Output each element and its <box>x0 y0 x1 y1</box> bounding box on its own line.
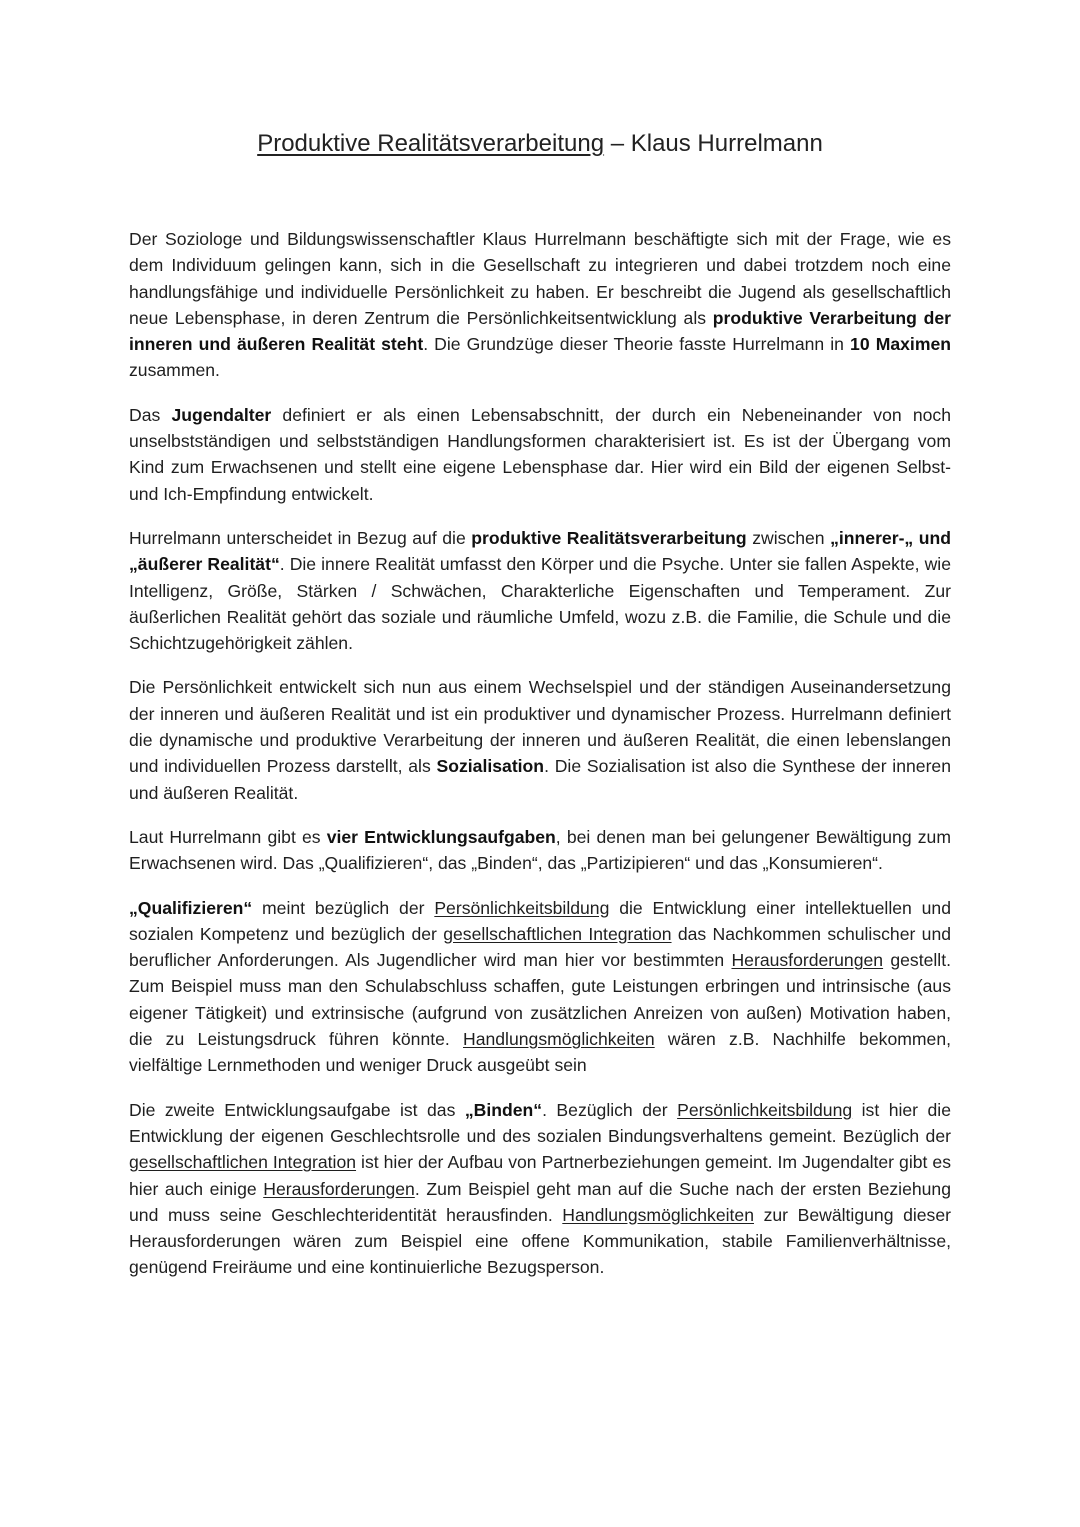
bold-term: vier Entwicklungsaufgaben <box>326 826 556 847</box>
bold-term: „Binden“ <box>464 1099 543 1120</box>
underlined-term: Handlungsmöglichkeiten <box>463 1029 655 1050</box>
bold-term: produktive Verarbeitung der inneren und äußeren Realität steht <box>129 307 952 355</box>
text-run: . Die innere Realität umfasst den Körper und die Psyche. Unter sie fallen Aspekte, wie Intelligenz, Größe, Stärken / Schwächen, Charakterliche Eigenschaften und Temperament. Zur äußerlichen Realität gehört das soziale und räumliche Umfeld, wozu z.B. die Familie, die Schule und die Schichtzugehörigkeit zählen. <box>129 554 951 654</box>
text-run: , bei denen man bei gelungener Bewältigung zum Erwachsenen wird. Das „Qualifizieren“, das „Binden“, das „Partizipieren“ und das „Konsumieren“. <box>129 826 951 874</box>
text-run: die Entwicklung einer intellektuellen und sozialen Kompetenz und bezüglich der <box>129 897 951 944</box>
text-run: wären z.B. Nachhilfe bekommen, vielfältige Lernmethoden und weniger Druck ausgeübt sein <box>129 1029 951 1076</box>
underlined-term: Persönlichkeitsbildung <box>677 1099 853 1120</box>
paragraph-3 <box>129 525 951 656</box>
underlined-term: Handlungsmöglichkeiten <box>562 1204 754 1225</box>
paragraph-1 <box>129 226 951 384</box>
text-run: Der Soziologe und Bildungswissenschaftler Klaus Hurrelmann beschäftigte sich mit der Frage, wie es dem Individuum gelingen kann, sich in die Gesellschaft zu integrieren und dabei trotzdem noch eine handlungsfähige und individuelle Persönlichkeit zu haben. Er beschreibt die Jugend als gesellschaftlich neue Lebensphase, in deren Zentrum die Persönlichkeitsentwicklung als <box>129 229 951 328</box>
underlined-term: Herausforderungen <box>731 950 884 971</box>
text-run: zusammen. <box>129 360 220 381</box>
text-run: zwischen <box>746 527 831 548</box>
text-run: . Bezüglich der <box>542 1099 678 1120</box>
text-run: das Nachkommen schulischer und beruflicher Anforderungen. Als Jugendlicher wird man hier vor bestimmten <box>129 923 952 971</box>
underlined-term: Persönlichkeitsbildung <box>434 897 610 918</box>
text-run: Das <box>129 404 172 425</box>
text-run: Die Persönlichkeit entwickelt sich nun aus einem Wechselspiel und der ständigen Auseinandersetzung der inneren und äußeren Realität und ist ein produktiver und dynamischer Prozess. Hurrelmann definiert die dynamische und produktive Verarbeitung der inneren und äußeren Realität, die einen lebenslangen und individuellen Prozess darstellt, als <box>129 677 951 777</box>
text-run: ist hier der Aufbau von Partnerbeziehungen gemeint. Im Jugendalter gibt es hier auch einige <box>129 1152 952 1199</box>
paragraph-2 <box>129 402 951 507</box>
underlined-term: Herausforderungen <box>263 1178 415 1199</box>
text-run: meint bezüglich der <box>252 897 435 918</box>
paragraph-7 <box>129 1097 951 1281</box>
paragraph-5 <box>129 824 951 877</box>
title-author: – Klaus Hurrelmann <box>604 130 823 157</box>
underlined-term: gesellschaftlichen Integration <box>129 1152 357 1173</box>
bold-term: 10 Maximen <box>850 334 951 355</box>
text-run: . Zum Beispiel geht man auf die Suche nach der ersten Beziehung und muss seine Geschlechteridentität herausfinden. <box>129 1178 951 1225</box>
text-run: zur Bewältigung dieser Herausforderungen wären zum Beispiel eine offene Kommunikation, stabile Familienverhältnisse, genügend Freiräume und eine kontinuierliche Bezugsperson. <box>129 1204 951 1278</box>
text-run: Die zweite Entwicklungsaufgabe ist das <box>129 1099 465 1120</box>
bold-term: Sozialisation <box>436 756 545 777</box>
bold-term: produktive Realitätsverarbeitung <box>471 527 747 548</box>
text-run: . Die Sozialisation ist also die Synthese der inneren und äußeren Realität. <box>129 756 951 803</box>
document-body <box>129 226 951 1299</box>
text-run: definiert er als einen Lebensabschnitt, der durch ein Nebeneinander von noch unselbstständigen und selbstständigen Handlungsformen charakterisiert ist. Es ist der Übergang vom Kind zum Erwachsenen und stellt eine eigene Lebensphase dar. Hier wird ein Bild der eigenen Selbst- und Ich-Empfindung entwickelt. <box>129 404 951 504</box>
bold-term: „innerer-„ und „äußerer Realität“ <box>129 527 952 575</box>
bold-term: Jugendalter <box>171 404 272 425</box>
text-run: Laut Hurrelmann gibt es <box>129 826 327 847</box>
underlined-term: gesellschaftlichen Integration <box>443 923 672 944</box>
bold-term: „Qualifizieren“ <box>129 897 253 918</box>
paragraph-6 <box>129 895 951 1079</box>
title-underlined: Produktive Realitätsverarbeitung <box>257 130 605 157</box>
paragraph-4 <box>129 674 951 805</box>
text-run: Hurrelmann unterscheidet in Bezug auf die <box>129 527 472 548</box>
page-title <box>0 128 1080 160</box>
text-run: . Die Grundzüge dieser Theorie fasste Hurrelmann in <box>423 334 851 355</box>
text-run: ist hier die Entwicklung der eigenen Geschlechtsrolle und des sozialen Bindungsverhaltens gemeint. Bezüglich der <box>129 1099 951 1146</box>
text-run: gestellt. Zum Beispiel muss man den Schulabschluss schaffen, gute Leistungen erbringen und intrinsische (aus eigener Tätigkeit) und extrinsische (aufgrund von zusätzlichen Anreizen von außen) Motivation haben, die zu Leistungsdruck führen könnte. <box>129 950 951 1050</box>
